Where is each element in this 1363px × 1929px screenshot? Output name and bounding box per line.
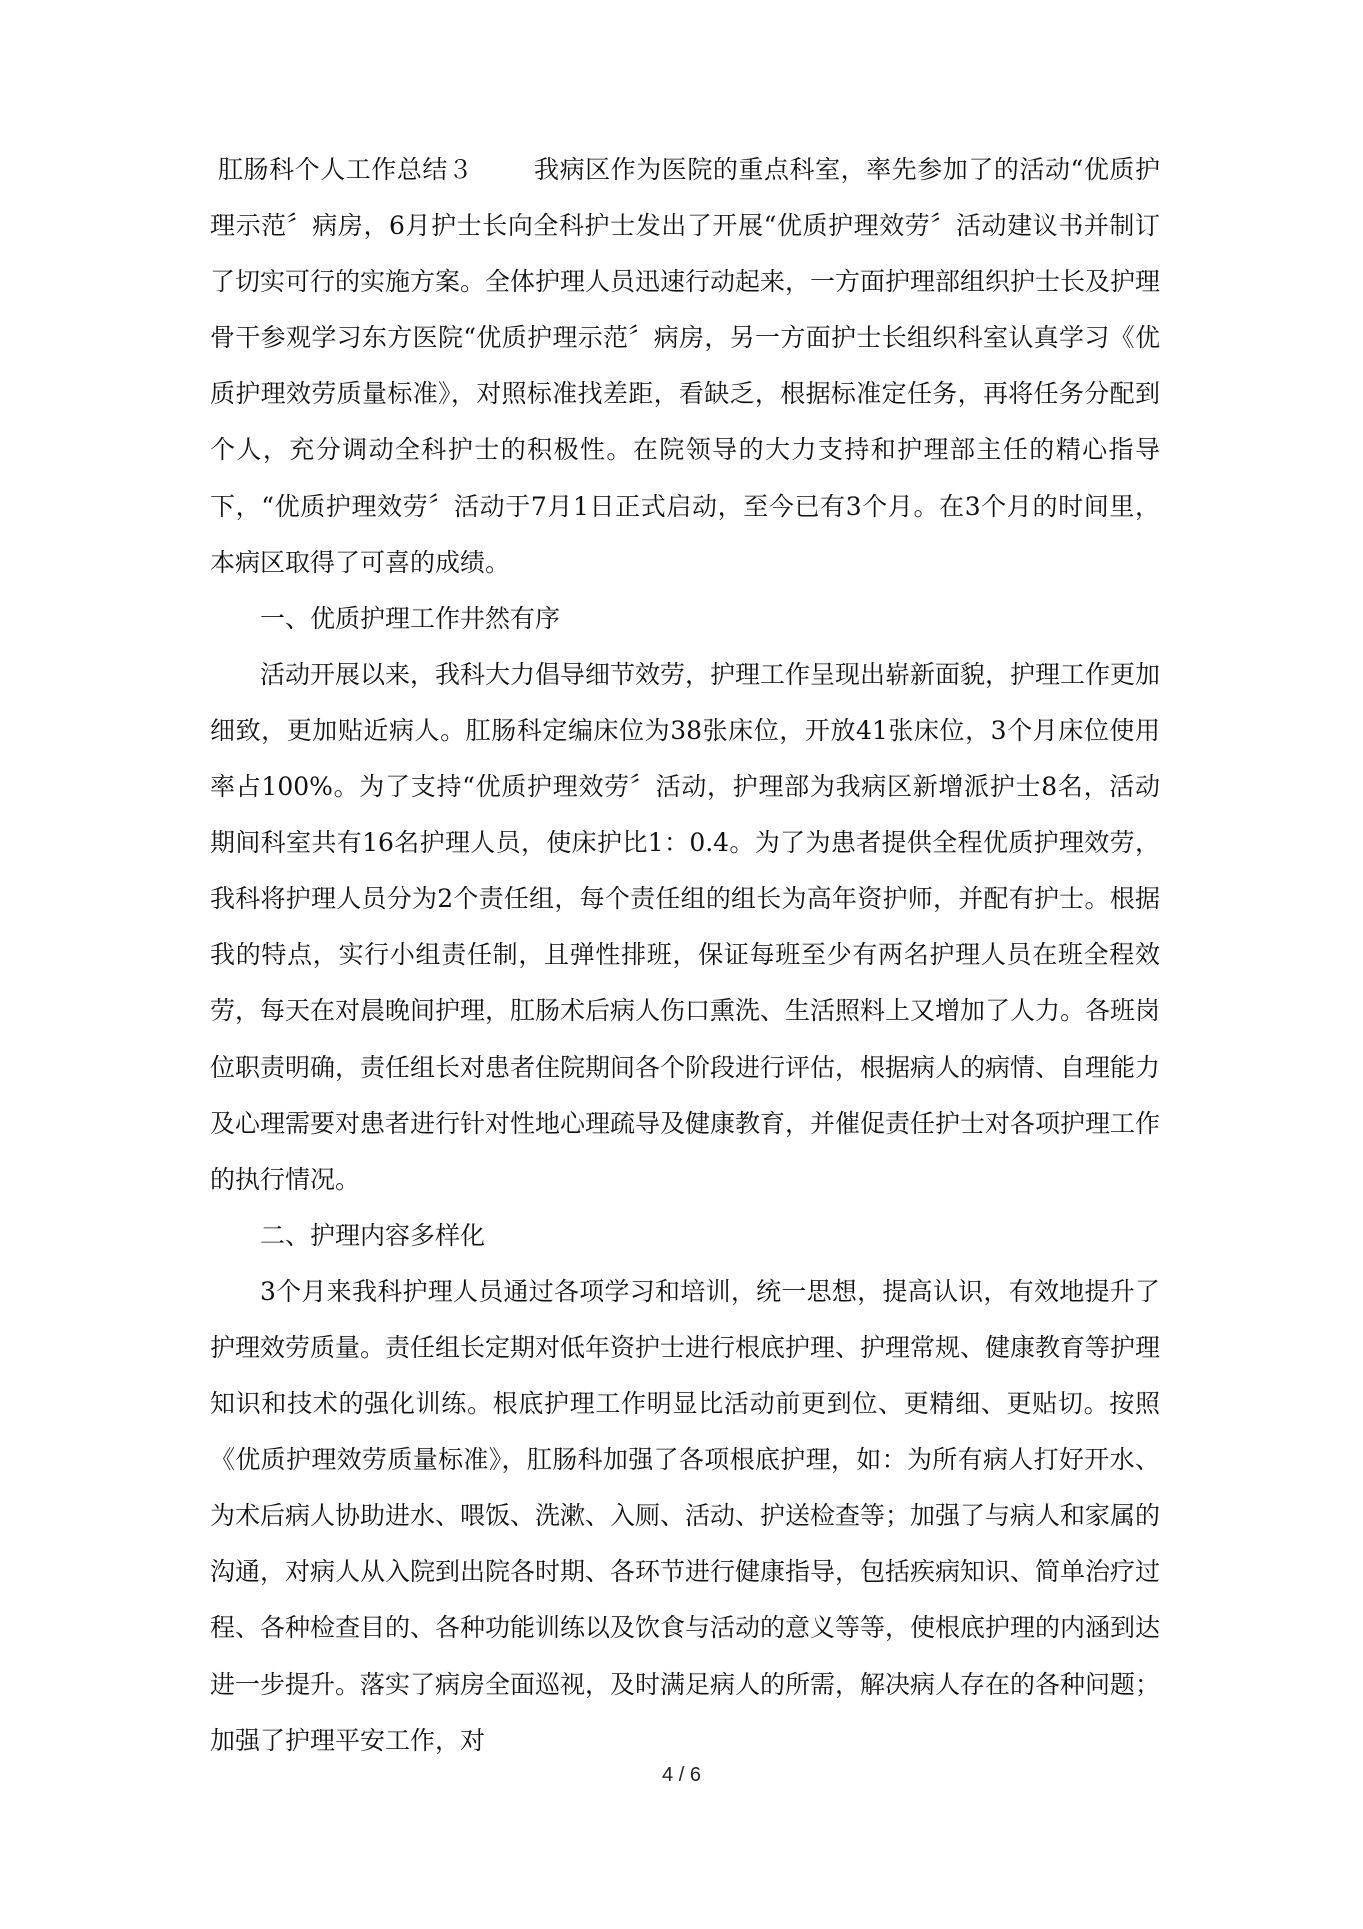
document-title: 肛肠科个人工作总结３ [218, 155, 474, 184]
section1-paragraph: 活动开展以来，我科大力倡导细节效劳，护理工作呈现出崭新面貌，护理工作更加细致，更加贴近病人。肛肠科定编床位为38张床位，开放41张床位，3个月床位使用率占100%。为了支持“优质护理效劳〞活动，护理部为我病区新增派护士8名，活动期间科室共有16名护理人员，使床护比1：0.4。为了为患者提供全程优质护理效劳，我科将护理人员分为2个责任组，每个责任组的组长为高年资护师，并配有护士。根据我的特点，实行小组责任制，且弹性排班，保证每班至少有两名护理人员在班全程效劳，每天在对晨晚间护理，肛肠术后病人伤口熏洗、生活照料上又增加了人力。各班岗位职责明确，责任组长对患者住院期间各个阶段进行评估，根据病人的病情、自理能力及心理需要对患者进行针对性地心理疏导及健康教育，并催促责任护士对各项护理工作的执行情况。 [210, 659, 1161, 1194]
intro-paragraph [210, 142, 1160, 591]
page-number: 4 / 6 [662, 1764, 701, 1786]
document-body [210, 142, 1160, 1769]
section1-heading: 一、优质护理工作井然有序 [260, 603, 561, 633]
intro-text: 我病区作为医院的重点科室，率先参加了的活动“优质护理示范〞病房，6月护士长向全科护士发出了开展“优质护理效劳〞活动建议书并制订了切实可行的实施方案。全体护理人员迅速行动起来，一方面护理部组织护士长及护理骨干参观学习东方医院“优质护理示范〞病房，另一方面护士长组织科室认真学习《优质护理效劳质量标准》，对照标准找差距，看缺乏，根据标准定任务，再将任务分配到个人，充分调动全科护士的积极性。在院领导的大力支持和护理部主任的精心指导下，“优质护理效劳〞活动于7月1日正式启动，至今已有3个月。在3个月的时间里，本病区取得了可喜的成绩。 [210, 155, 1161, 577]
section2-heading: 二、护理内容多样化 [260, 1220, 486, 1250]
section2-paragraph: 3个月来我科护理人员通过各项学习和培训，统一思想，提高认识，有效地提升了护理效劳质量。责任组长定期对低年资护士进行根底护理、护理常规、健康教育等护理知识和技术的强化训练。根底护理工作明显比活动前更到位、更精细、更贴切。按照《优质护理效劳质量标准》，肛肠科加强了各项根底护理，如：为所有病人打好开水、为术后病人协助进水、喂饭、洗漱、入厕、活动、护送检查等；加强了与病人和家属的沟通，对病人从入院到出院各时期、各环节进行健康指导，包括疾病知识、简单治疗过程、各种检查目的、各种功能训练以及饮食与活动的意义等等，使根底护理的内涵到达进一步提升。落实了病房全面巡视，及时满足病人的所需，解决病人存在的各种问题；加强了护理平安工作，对 [210, 1276, 1161, 1755]
